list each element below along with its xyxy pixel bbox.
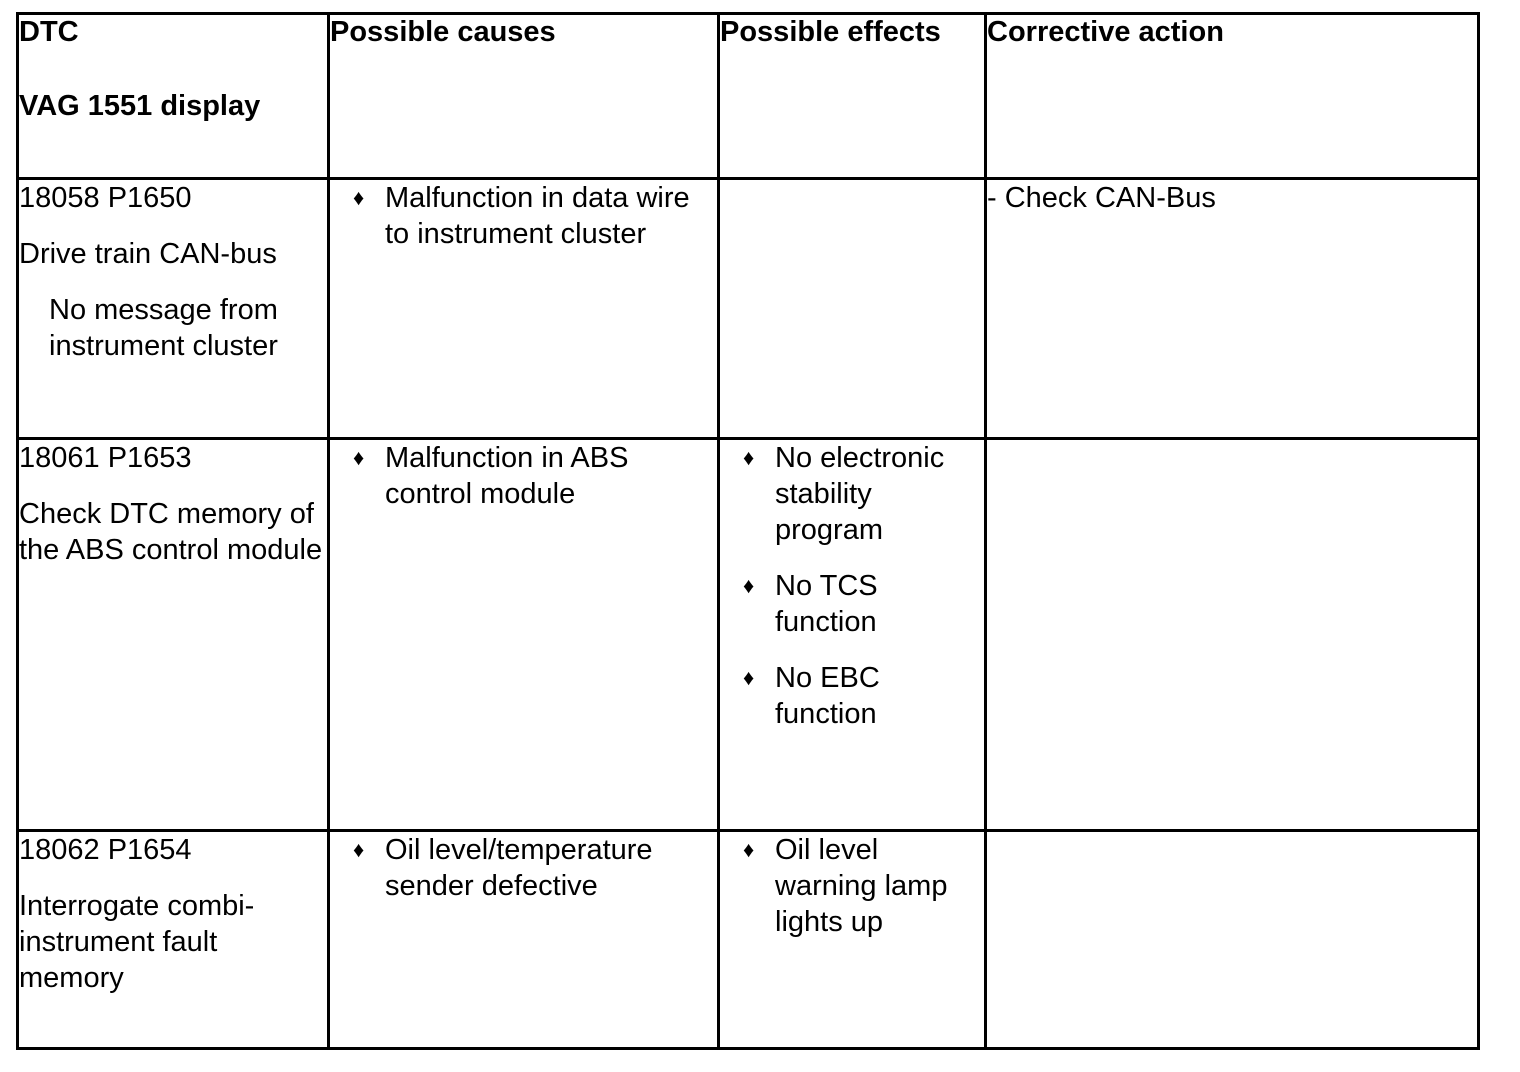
cause-text: Malfunction in ABS control module (385, 442, 629, 510)
causes-cell (329, 439, 719, 831)
table-row (18, 831, 1479, 1049)
header-effects: Possible effects (719, 14, 986, 179)
cause-text: Malfunction in data wire to instrument cluster (385, 182, 690, 250)
dtc-subdescription: No message from instrument cluster (49, 294, 278, 362)
table-row (18, 179, 1479, 439)
causes-cell (329, 179, 719, 439)
dtc-cell (18, 439, 329, 831)
list-item (720, 660, 984, 732)
diamond-bullet-icon: ♦ (353, 837, 365, 862)
list-item (330, 832, 717, 904)
action-text: - Check CAN-Bus (987, 182, 1216, 214)
causes-cell (329, 831, 719, 1049)
effect-text: No EBC function (775, 662, 880, 730)
header-dtc (18, 14, 329, 179)
effects-cell (719, 831, 986, 1049)
effect-text: Oil level warning lamp lights up (775, 834, 948, 938)
list-item (720, 832, 984, 940)
diamond-bullet-icon: ♦ (743, 837, 755, 862)
dtc-cell (18, 179, 329, 439)
header-action: Corrective action (986, 14, 1479, 179)
action-cell (986, 439, 1479, 831)
dtc-description: Interrogate combi-instrument fault memory (19, 890, 255, 994)
table-row (18, 439, 1479, 831)
dtc-code: 18058 P1650 (19, 182, 192, 214)
diamond-bullet-icon: ♦ (353, 185, 365, 210)
dtc-code: 18062 P1654 (19, 834, 192, 866)
effects-cell (719, 439, 986, 831)
action-cell (986, 179, 1479, 439)
list-item (330, 440, 717, 512)
list-item (720, 440, 984, 548)
diamond-bullet-icon: ♦ (743, 573, 755, 598)
dtc-description: Drive train CAN-bus (19, 238, 277, 270)
dtc-table (16, 12, 1480, 1050)
effects-cell (719, 179, 986, 439)
list-item (720, 568, 984, 640)
header-dtc-label: DTC (19, 16, 79, 48)
list-item (330, 180, 717, 252)
diamond-bullet-icon: ♦ (353, 445, 365, 470)
action-cell (986, 831, 1479, 1049)
header-causes: Possible causes (329, 14, 719, 179)
effect-text: No electronic stability program (775, 442, 945, 546)
dtc-cell (18, 831, 329, 1049)
dtc-code: 18061 P1653 (19, 442, 192, 474)
header-row (18, 14, 1479, 179)
diamond-bullet-icon: ♦ (743, 665, 755, 690)
effect-text: No TCS function (775, 570, 878, 638)
cause-text: Oil level/temperature sender defective (385, 834, 653, 902)
dtc-description: Check DTC memory of the ABS control module (19, 498, 323, 566)
diamond-bullet-icon: ♦ (743, 445, 755, 470)
header-display-label: VAG 1551 display (19, 90, 261, 122)
